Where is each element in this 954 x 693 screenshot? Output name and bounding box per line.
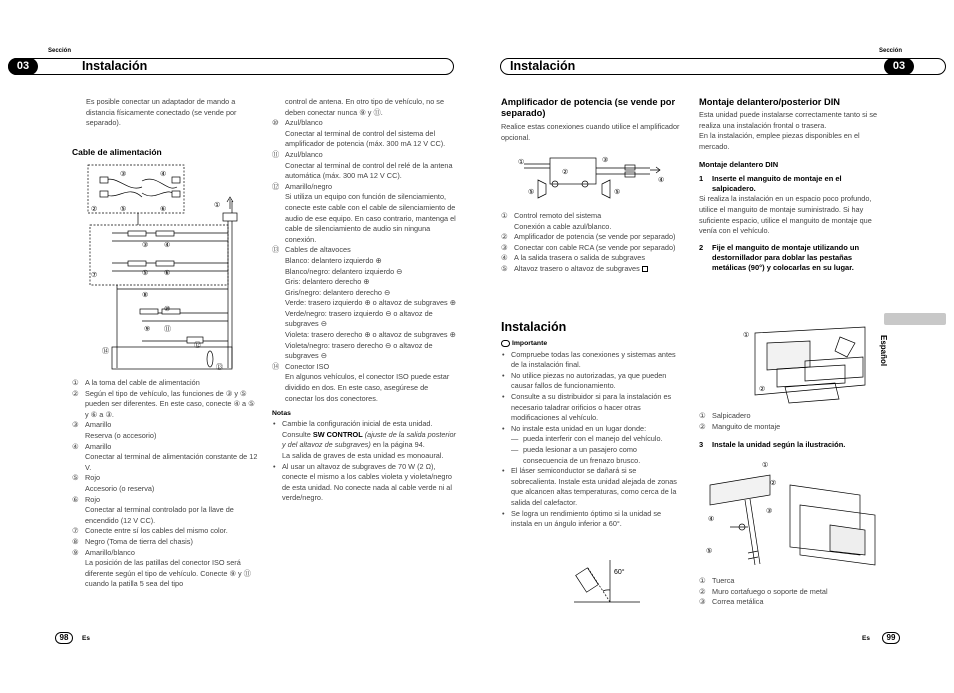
speaker-line: Gris/negro: delantero derecho ⊖ <box>285 287 391 297</box>
callout-3a: ③ <box>120 171 127 178</box>
speaker-line: Gris: delantero derecho ⊕ <box>285 277 370 287</box>
legend-sub: Conexión a cable azul/blanco. <box>514 221 612 231</box>
legend-sub: Conectar al terminal de alimentación constante de 12 V. <box>85 452 258 472</box>
right-column-2 <box>699 97 881 273</box>
legend-text: Amarillo/negro <box>285 181 333 191</box>
fig3-legend <box>699 576 881 608</box>
front-din-heading: Montaje delantero DIN <box>699 160 779 170</box>
fig3-callout-2: ② <box>770 480 777 487</box>
speaker-line: Blanco: delantero izquierdo ⊕ <box>285 255 382 265</box>
callout-3b: ③ <box>142 242 149 249</box>
fig3-callout-1: ① <box>762 462 769 469</box>
mounting-sleeve-diagram <box>735 325 875 410</box>
legend-text: Altavoz trasero o altavoz de subgraves <box>514 263 640 273</box>
legend-text: Amarillo/blanco <box>85 547 135 557</box>
legend-num: ① <box>699 576 706 585</box>
page-number: 99 <box>882 632 900 644</box>
legend-text: Salpicadero <box>712 411 751 420</box>
section-number-badge: 03 <box>8 58 38 75</box>
legend-num: ⑭ <box>272 361 280 371</box>
notes-title: Notas <box>272 410 291 418</box>
step-num: 2 <box>699 242 704 252</box>
legend-num: ⑩ <box>272 118 279 128</box>
speaker-line: Violeta/negro: trasero derecho ⊖ o altavoz de subgraves ⊖ <box>285 340 433 361</box>
legend-num: ⑨ <box>72 547 79 557</box>
legend-num: ② <box>699 421 706 431</box>
legend-num: ④ <box>501 253 508 263</box>
amp-callout-2: ② <box>562 169 569 176</box>
legend-text: Rojo <box>85 494 101 504</box>
fig3-callout-5: ⑤ <box>706 548 713 555</box>
legend-text: Correa metálica <box>712 597 764 607</box>
language-tab-label: Español <box>879 335 888 367</box>
section-header-bar <box>8 58 454 75</box>
bullet-item: • No utilice piezas no autorizadas, ya que pueden causar fallos de funcionamiento. <box>501 371 683 392</box>
amp-callout-5b: ⑤ <box>614 189 621 196</box>
callout-6a: ⑥ <box>160 206 167 213</box>
note-1 <box>272 419 456 461</box>
legend-sub: Conectar al terminal controlado por la llave de encendido (12 V CC). <box>85 505 234 525</box>
callout-7: ⑦ <box>91 272 98 279</box>
bullet-item: • Compruebe todas las conexiones y sistemas antes de la instalación final. <box>501 350 683 371</box>
legend-sub: En algunos vehículos, el conector ISO puede estar dividido en dos. En este caso, asegúrese de conectar los dos conectores. <box>285 372 450 403</box>
step-text: Instale la unidad según la ilustración. <box>712 440 846 450</box>
note-text: La salida de graves de esta unidad es monoaural. <box>282 451 444 460</box>
dash-item: — pueda lesionar a un pasajero como consecuencia de un frenazo brusco. <box>501 445 683 466</box>
din-intro: En la instalación, emplee piezas disponibles en el mercado. <box>699 131 860 151</box>
legend-text: Tuerca <box>712 576 735 585</box>
col2-intro: control de antena. En otro tipo de vehículo, no se deben conectar nunca ⑨ y ⑪. <box>285 97 445 117</box>
unit-install-diagram <box>700 455 880 575</box>
legend-text: Amarillo <box>85 420 112 430</box>
step-text: Inserte el manguito de montaje en el salpicadero. <box>712 174 842 194</box>
legend-text: Muro cortafuego o soporte de metal <box>712 586 828 596</box>
dash-item: — pueda interferir con el manejo del vehículo. <box>501 434 683 445</box>
legend-num: ③ <box>72 420 79 430</box>
legend-text: Azul/blanco <box>285 118 323 128</box>
step-text: Fije el manguito de montaje utilizando un destornillador para doblar las pestañas metálicas (90°) y colocarlas en su lugar. <box>712 242 860 272</box>
callout-14: ⑭ <box>102 348 109 355</box>
legend-sub: La posición de las patillas del conector ISO será diferente según el tipo de vehículo. Conecte ⑨ y ⑪ cuando la patilla 5 sea del tipo <box>85 558 251 589</box>
legend-text: Cables de altavoces <box>285 245 351 255</box>
legend-num: ③ <box>699 597 706 607</box>
fig2-callout-2: ② <box>759 386 766 393</box>
legend-text: Amarillo <box>85 441 112 451</box>
legend-text: Manguito de montaje <box>712 421 781 431</box>
note-2: • Al usar un altavoz de subgraves de 70 W (2 Ω), conecte el mismo a los cables violeta y violeta/negro de esta unidad. No conecte nada al cable verde ni al verde/negro. <box>272 462 456 504</box>
legend-sub: Si utiliza un equipo con función de silenciamiento, conecte este cable con el cable de silenciamiento de audio de ese equipo. En caso contrario, mantenga el cable de silenciamiento de audio sin ninguna conexión. <box>285 192 456 244</box>
power-cable-diagram <box>82 163 258 373</box>
step-num: 3 <box>699 440 704 450</box>
section-number-badge: 03 <box>884 58 914 75</box>
left-column-1 <box>86 97 258 129</box>
legend-num: ③ <box>501 242 508 252</box>
section-label: Sección <box>48 48 72 54</box>
legend-sub: Conectar al terminal de control del sistema del amplificador de potencia (máx. 300 mA 12 V CC). <box>285 128 446 149</box>
amp-callout-3: ③ <box>602 157 609 164</box>
intro-text: Es posible conectar un adaptador de mando a distancia físicamente conectado (se vende por separado). <box>86 97 237 128</box>
legend-num: ① <box>72 378 79 387</box>
amp-callout-5a: ⑤ <box>528 189 535 196</box>
din-heading: Montaje delantero/posterior DIN <box>699 97 841 107</box>
callout-13: ⑬ <box>216 364 223 371</box>
amplifier-diagram <box>510 152 680 204</box>
callout-10: ⑩ <box>164 306 171 313</box>
callout-5a: ⑤ <box>120 206 127 213</box>
legend-num: ① <box>501 211 508 220</box>
bullet-item: • El láser semiconductor se dañará si se sobrecalienta. Instale esta unidad alejada de zonas que alcancen altas temperaturas, como cerca de la salida del calefactor. <box>501 466 683 508</box>
page-title: Instalación <box>82 59 148 73</box>
section-label: Sección <box>879 48 903 54</box>
amp-heading: Amplificador de potencia (se vende por separado) <box>501 97 676 118</box>
callout-4b: ④ <box>164 242 171 249</box>
fig3-callout-4: ④ <box>708 516 715 523</box>
angle-diagram <box>570 558 650 606</box>
speaker-line: Blanco/negro: delantero izquierdo ⊖ <box>285 266 403 276</box>
legend-num: ④ <box>72 441 79 451</box>
amp-callout-4: ④ <box>658 177 665 184</box>
fig2-callout-1: ① <box>743 332 750 339</box>
end-mark-icon <box>642 266 648 272</box>
cable-heading <box>72 147 162 158</box>
legend-text: Negro (Toma de tierra del chasis) <box>85 536 193 546</box>
callout-8: ⑧ <box>142 292 149 299</box>
speaker-line: Verde: trasero izquierdo ⊕ o altavoz de subgraves ⊕ <box>285 298 456 308</box>
speaker-line: Verde/negro: trasero izquierdo ⊖ o altavoz de subgraves ⊖ <box>285 308 433 329</box>
note-text: Cambie la configuración inicial de esta unidad. Consulte <box>282 419 433 439</box>
legend-text: A la salida trasera o salida de subgraves <box>514 253 646 263</box>
bullet-item: • No instale esta unidad en un lugar donde: <box>501 424 683 435</box>
note-bold: SW CONTROL <box>312 429 363 439</box>
legend-sub: Conectar al terminal de control del relé de la antena automática (máx. 300 mA 12 V CC). <box>285 160 453 181</box>
legend-text: Control remoto del sistema <box>514 211 602 220</box>
angle-label: 60° <box>614 569 625 576</box>
amp-intro: Realice estas conexiones cuando utilice el amplificador opcional. <box>501 122 680 142</box>
bullet-item: • Se logra un rendimiento óptimo si la unidad se instala en un ángulo inferior a 60°. <box>501 509 683 530</box>
legend-text: Conector ISO <box>285 361 330 371</box>
legend-num: ⑪ <box>272 149 280 159</box>
legend-sub: Reserva (o accesorio) <box>85 430 157 440</box>
callout-12: ⑫ <box>194 342 201 349</box>
legend-num: ⑤ <box>501 263 508 273</box>
legend-num: ① <box>699 411 706 420</box>
callout-11: ⑪ <box>164 326 171 333</box>
left-column-2 <box>272 97 456 504</box>
left-legend <box>72 378 258 590</box>
legend-num: ⑬ <box>272 245 280 255</box>
legend-text: Conectar con cable RCA (se vende por separado) <box>514 242 676 252</box>
right-column-1 <box>501 97 683 143</box>
note-text: en la página 94. <box>370 440 425 450</box>
step-body: Si realiza la instalación en un espacio poco profundo, utilice el manguito de montaje suministrado. Si hay suficiente espacio, utilice el manguito de montaje que venía con el vehículo. <box>699 194 872 236</box>
legend-sub: Accesorio (o reserva) <box>85 483 155 493</box>
amp-callout-1: ① <box>518 159 525 166</box>
language-tab <box>884 313 946 325</box>
cable-heading-text: Cable de alimentación <box>72 147 162 157</box>
important-label: Importante <box>512 340 548 347</box>
amp-legend <box>501 211 683 275</box>
fig3-callout-3: ③ <box>766 508 773 515</box>
legend-num: ⑥ <box>72 494 79 504</box>
legend-num: ② <box>501 232 508 242</box>
legend-text: Conecte entre sí los cables del mismo color. <box>85 526 228 536</box>
legend-num: ⑫ <box>272 181 280 191</box>
bullet-item: • Consulte a su distribuidor si para la instalación es necesario taladrar orificios o hacer otras modificaciones al vehículo. <box>501 392 683 424</box>
callout-9: ⑨ <box>144 326 151 333</box>
legend-num: ⑧ <box>72 536 79 546</box>
language-code: Es <box>862 635 870 642</box>
callout-1: ① <box>214 202 221 209</box>
legend-num: ⑤ <box>72 473 79 483</box>
legend-text: Rojo <box>85 473 101 483</box>
callout-6b: ⑥ <box>164 270 171 277</box>
installation-content <box>501 339 683 530</box>
callout-5b: ⑤ <box>142 270 149 277</box>
note-italic: (ajuste de la salida posterior y del altavoz de subgraves) <box>282 429 456 450</box>
legend-num: ② <box>699 586 706 596</box>
legend-text: Según el tipo de vehículo, las funciones de ③ y ⑤ pueden ser diferentes. En este caso, conecte ④ a ⑤ y ⑥ a ③. <box>85 388 255 419</box>
page-number: 98 <box>55 632 73 644</box>
important-icon <box>501 340 510 347</box>
fig2-legend <box>699 411 881 450</box>
callout-2: ② <box>91 206 98 213</box>
speaker-line: Violeta: trasero derecho ⊕ o altavoz de subgraves ⊕ <box>285 330 456 340</box>
din-intro: Esta unidad puede instalarse correctamente tanto si se realiza una instalación frontal o trasera. <box>699 110 878 130</box>
installation-heading: Instalación <box>501 320 567 334</box>
legend-num: ⑦ <box>72 526 79 536</box>
legend-num: ② <box>72 388 79 398</box>
language-code: Es <box>82 635 90 642</box>
step-num: 1 <box>699 174 704 184</box>
legend-text: Amplificador de potencia (se vende por separado) <box>514 232 676 242</box>
legend-text: Azul/blanco <box>285 149 323 159</box>
page-title: Instalación <box>510 59 576 73</box>
legend-text: A la toma del cable de alimentación <box>85 378 200 387</box>
callout-4a: ④ <box>160 171 167 178</box>
